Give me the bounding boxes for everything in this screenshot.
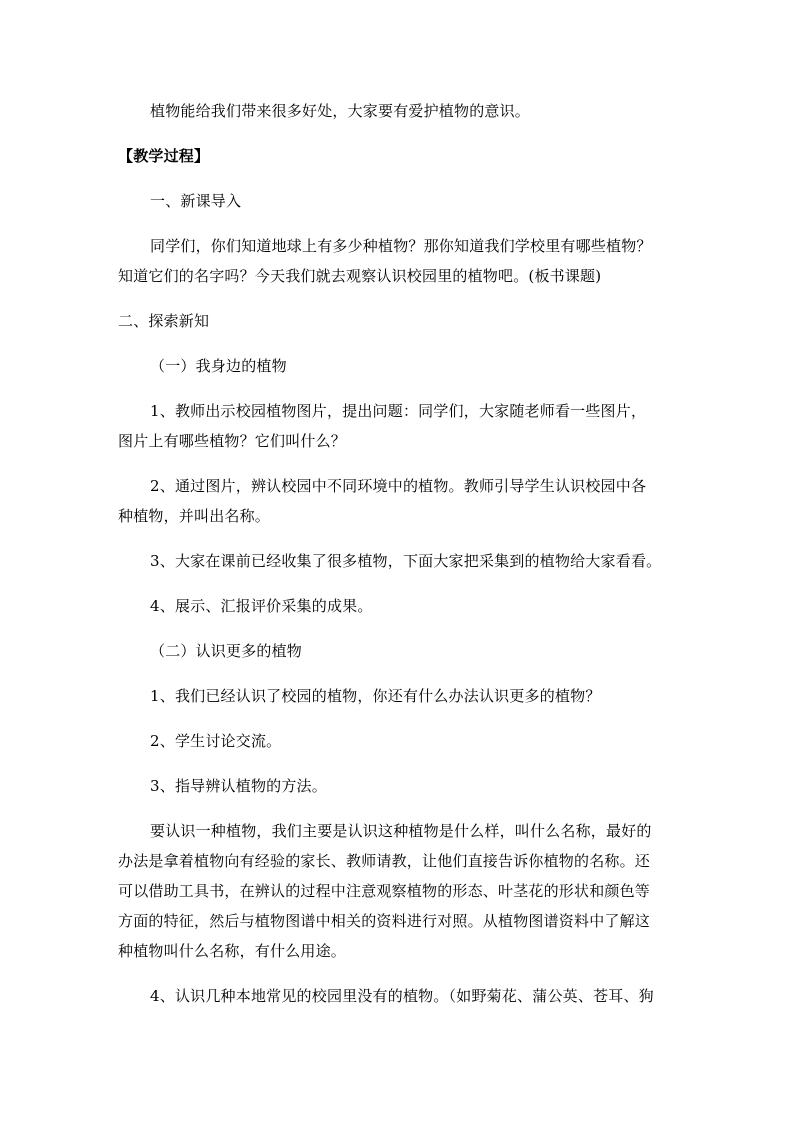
list-item-6: 2、学生讨论交流。 [150,732,282,750]
paragraph-2-line-3: 可以借助工具书，在辨认的过程中注意观察植物的形态、叶茎花的形状和颜色等 [118,882,651,900]
paragraph-2-line-4: 方面的特征，然后与植物图谱中相关的资料进行对照。从植物图谱资料中了解这 [118,912,651,930]
list-item-7: 3、指导辨认植物的方法。 [150,777,327,795]
subsection-title-1: （一）我身边的植物 [150,357,287,375]
list-item-3: 3、大家在课前已经收集了很多植物，下面大家把采集到的植物给大家看看。 [150,552,662,570]
paragraph-2-line-2: 办法是拿着植物向有经验的家长、教师请教，让他们直接告诉你植物的名称。还 [118,852,651,870]
list-item-5: 1、我们已经认识了校园的植物，你还有什么办法认识更多的植物？ [150,687,601,705]
list-item-1-line-2: 图片上有哪些植物？它们叫什么？ [118,432,347,450]
intro-text: 植物能给我们带来很多好处，大家要有爱护植物的意识。 [150,102,531,120]
list-item-2-line-2: 种植物，并叫出名称。 [118,507,271,525]
paragraph-1-line-1: 同学们，你们知道地球上有多少种植物？那你知道我们学校里有哪些植物？ [150,237,652,255]
section-heading: 【教学过程】 [118,147,210,165]
subsection-title-2: （二）认识更多的植物 [150,642,303,660]
list-item-1-line-1: 1、教师出示校园植物图片，提出问题：同学们，大家随老师看一些图片， [150,402,647,420]
list-item-2-line-1: 2、通过图片，辨认校园中不同环境中的植物。教师引导学生认识校园中各 [150,477,647,495]
paragraph-2-line-5: 种植物叫什么名称，有什么用途。 [118,942,347,960]
paragraph-2-line-1: 要认识一种植物，我们主要是认识这种植物是什么样，叫什么名称，最好的 [150,822,652,840]
paragraph-1-line-2: 知道它们的名字吗？今天我们就去观察认识校园里的植物吧。(板书课题) [118,267,602,285]
section-title-2: 二、探索新知 [118,312,210,330]
section-title-1: 一、新课导入 [150,192,242,210]
list-item-4: 4、展示、汇报评价采集的成果。 [150,597,373,615]
list-item-8: 4、认识几种本地常见的校园里没有的植物。（如野菊花、蒲公英、苍耳、狗 [150,987,654,1005]
